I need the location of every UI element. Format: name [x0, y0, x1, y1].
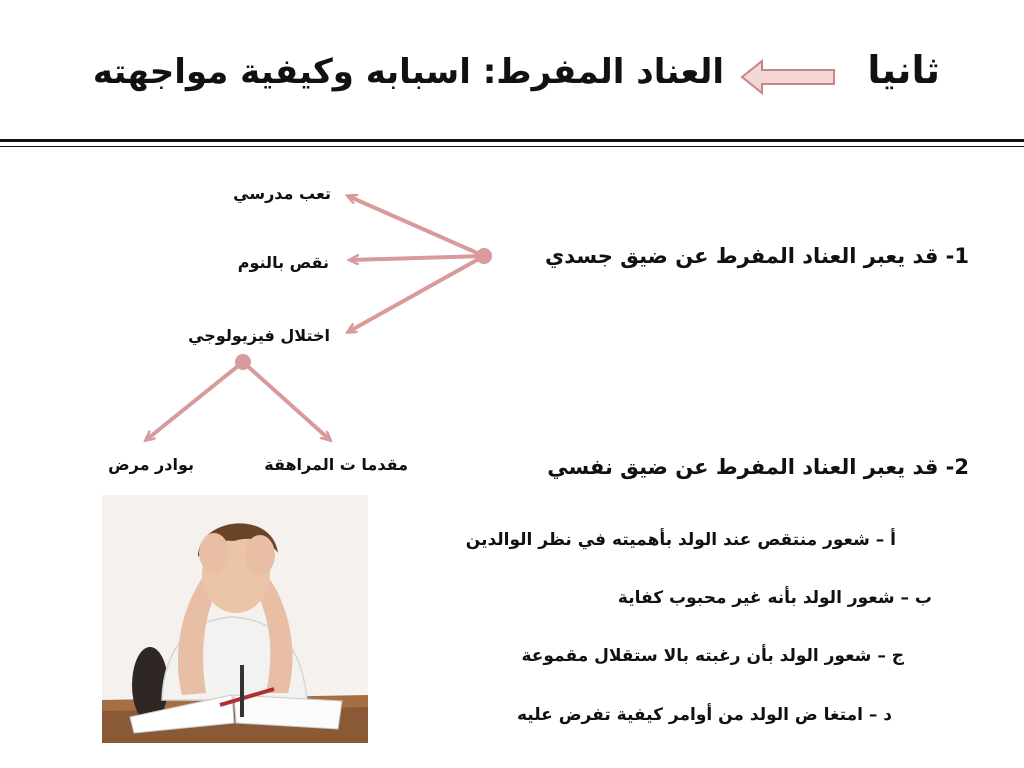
list-item: ج – شعور الولد بأن رغبته بالا ستقلال مقموعة	[521, 646, 904, 666]
page-title: العناد المفرط: اسبابه وكيفية مواجهته	[92, 52, 724, 92]
stressed-student-image	[102, 495, 368, 743]
point-1	[545, 244, 969, 268]
point-2-number: 2-	[945, 455, 969, 479]
sub-branch-illness-signs: بوادر مرض	[108, 455, 194, 474]
diagram-node-sub	[235, 354, 251, 370]
arrow-to-sub-1	[243, 362, 330, 440]
point-1-text: قد يعبر العناد المفرط عن ضيق جسدي	[544, 244, 939, 268]
diagram-node-main	[476, 248, 492, 264]
list-item: ب – شعور الولد بأنه غير محبوب كفاية	[617, 588, 932, 608]
list-item: أ – شعور منتقص عند الولد بأهميته في نظر الوالدين	[465, 530, 896, 550]
sub-branch-adolescence: مقدما ت المراهقة	[264, 455, 408, 474]
arrow-to-branch-2	[350, 256, 484, 260]
arrow-to-sub-2	[146, 362, 243, 440]
arrow-to-branch-3	[348, 256, 484, 332]
arrow-to-branch-1	[348, 196, 484, 256]
list-item: د – امتغا ض الولد من أوامر كيفية تفرض عليه	[516, 705, 892, 725]
section-label: ثانيا	[867, 48, 940, 92]
branch-school-fatigue: تعب مدرسي	[233, 184, 331, 203]
point-2-text: قد يعبر العناد المفرط عن ضيق نفسي	[547, 455, 939, 479]
branch-lack-of-sleep: نقص بالنوم	[237, 253, 329, 272]
point-2	[547, 455, 969, 479]
branch-physiological-disorder: اختلال فيزيولوجي	[188, 326, 330, 345]
point-1-number: 1-	[945, 244, 969, 268]
